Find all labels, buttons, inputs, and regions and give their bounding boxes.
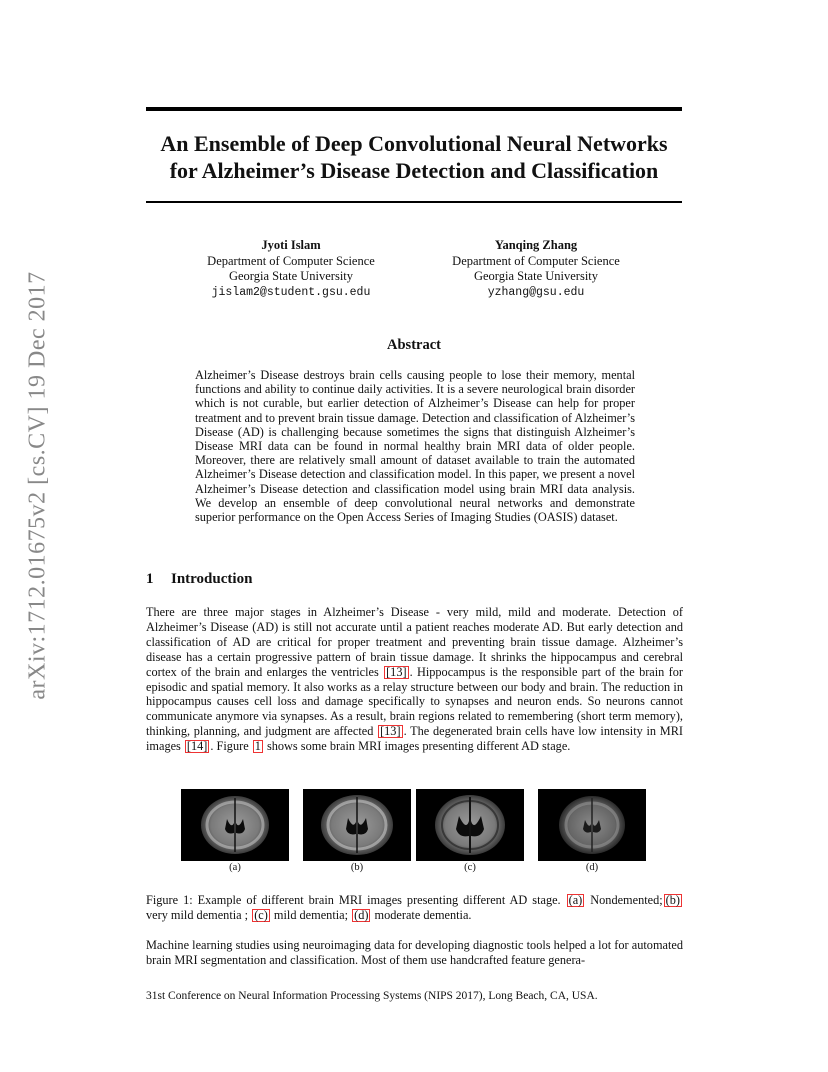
title-bottom-rule	[146, 201, 682, 203]
figure-caption	[146, 893, 683, 923]
author-university: Georgia State University	[473, 269, 599, 283]
mri-image-b	[303, 789, 411, 861]
author-name: Yanqing Zhang	[494, 238, 578, 252]
subfigure-link-b[interactable]: (b)	[665, 893, 681, 907]
section-title: Introduction	[171, 571, 253, 587]
title-line-1: An Ensemble of Deep Convolutional Neural Networks	[160, 131, 668, 156]
mri-image-d	[538, 789, 646, 861]
author-email[interactable]: yzhang@gsu.edu	[487, 285, 585, 299]
author-block-2	[416, 238, 656, 300]
intro-paragraph	[146, 605, 683, 754]
caption-text: Nondemented;	[585, 893, 663, 907]
intro-text: . Hippocampus is the responsible part of the brain for episodic and spatial memory. It also works as a relay structure between our body and brain. The reduction in hippocampus causes cell loss and damage specifically to synapses and neuron ends. So neurons cannot communicate anymore via synapses. As a result, brain regions related to remembering (short term memory), thinking, planning, and judgment are affected	[146, 664, 683, 739]
caption-text: very mild dementia ;	[146, 908, 252, 922]
subfigure-link-d[interactable]: (d)	[354, 908, 369, 922]
citation-link[interactable]: [13]	[380, 724, 401, 739]
figure-label-a: (a)	[229, 862, 241, 873]
body-paragraph: Machine learning studies using neuroimaging data for developing diagnostic tools helped a lot for automated brain MRI segmentation and classification. Most of them use handcrafted feature genera-	[146, 938, 683, 967]
section-heading-introduction	[146, 571, 252, 588]
intro-text: shows some brain MRI images presenting different AD stage.	[263, 739, 571, 754]
subfigure-link-a[interactable]: (a)	[568, 893, 583, 907]
caption-text: mild dementia;	[270, 908, 352, 922]
figure-label-d: (d)	[585, 862, 599, 873]
author-department: Department of Computer Science	[207, 253, 375, 268]
abstract-heading: Abstract	[387, 337, 441, 353]
mri-image-c	[416, 789, 524, 861]
citation-link[interactable]: [14]	[186, 739, 208, 754]
paper-title	[146, 130, 682, 184]
intro-text: . Figure	[210, 739, 252, 754]
author-block-1	[171, 238, 411, 300]
subfigure-link-c[interactable]: (c)	[254, 908, 268, 922]
intro-text: There are three major stages in Alzheimer’s Disease - very mild, mild and moderate. Detection of Alzheimer’s Disease (AD) is still not accurate until a patient reaches moderate AD. But early detection and classification of AD are critical for proper treatment and preventing brain tissue damage. Alzheimer’s disease has a certain progressive pattern of brain tissue damage. It shrinks the hippocampus and cerebral cortex of the brain and enlarges the ventricles	[146, 605, 683, 679]
conference-footnote: 31st Conference on Neural Information Processing Systems (NIPS 2017), Long Beach, CA, USA.	[146, 990, 598, 1002]
arxiv-side-identifier	[20, 270, 56, 700]
mri-image-a	[181, 789, 289, 861]
caption-text: Figure 1: Example of different brain MRI images presenting different AD stage.	[146, 893, 566, 907]
figure-label-b: (b)	[350, 862, 364, 873]
section-number: 1	[146, 571, 154, 587]
title-line-2: for Alzheimer’s Disease Detection and Classification	[169, 158, 659, 183]
author-university: Georgia State University	[228, 269, 354, 283]
caption-text: moderate dementia.	[371, 908, 472, 922]
title-top-rule	[146, 107, 682, 111]
author-department: Department of Computer Science	[452, 253, 620, 268]
abstract-body: Alzheimer’s Disease destroys brain cells causing people to lose their memory, mental functions and ability to continue daily activities. It is a severe neurological brain disorder which is not curable, but earlier detection of Alzheimer’s Disease can help for proper treatment and to prevent brain tissue damage. Detection and classification of Alzheimer’s Disease (AD) is challenging because sometimes the signs that distinguish Alzheimer’s Disease MRI data can be found in normal healthy brain MRI data of older people. Moreover, there are relatively small amount of dataset available to train the automated Alzheimer’s Disease detection and classification model. In this paper, we present a novel Alzheimer’s Disease detection and classification model using brain MRI data analysis. We develop an ensemble of deep convolutional neural networks and demonstrate superior performance on the Open Access Series of Imaging Studies (OASIS) dataset.	[195, 368, 635, 525]
author-email[interactable]: jislam2@student.gsu.edu	[211, 285, 371, 299]
intro-text: . The degenerated brain cells have low intensity in MRI images	[146, 724, 683, 754]
figure-label-c: (c)	[464, 862, 476, 873]
arxiv-identifier-text: arXiv:1712.01675v2 [cs.CV] 19 Dec 2017	[24, 270, 51, 700]
author-name: Jyoti Islam	[261, 238, 321, 252]
figure-link[interactable]: 1	[254, 739, 261, 754]
citation-link[interactable]: [13]	[386, 664, 407, 679]
